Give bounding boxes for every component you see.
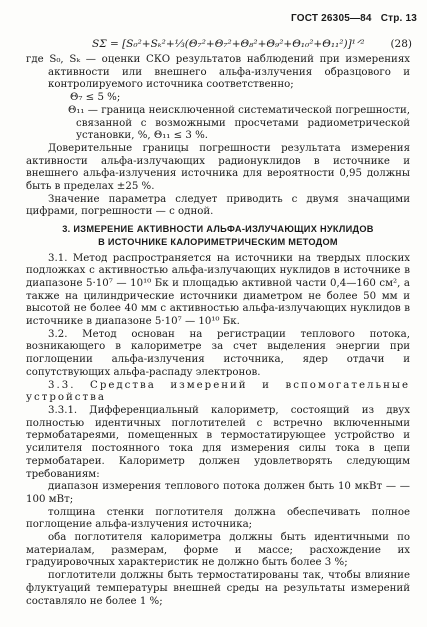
clause-3-3-1: 3.3.1. Дифференциальный калориметр, состоящий из двух полностью идентичных поглотителей с встречно включенными термобатареями, помещенных в термостатирующее устройство и усилителя постоянного тока для измерения силы тока в цепи термобатареи. Калориметр должен удовлетворять следующим требованиям: bbox=[26, 404, 410, 480]
formula-expression: SΣ = [S₀²+Sₖ²+⅓(Θ₇²+Θ₇²+Θ₈²+Θ₉²+Θ₁₀²+Θ₁₁²)]¹ᐟ² bbox=[92, 38, 365, 50]
requirement-range: диапазон измерения теплового потока должен быть 10 мкВт — —100 мВт; bbox=[26, 481, 410, 505]
section-heading bbox=[26, 223, 410, 248]
confidence-limits: Доверительные границы погрешности результата измерения активности альфа-излучающих радионуклидов в источнике и внешнего альфа-излучения источника для вероятности 0,95 должны быть в пределах ±25 %. bbox=[26, 142, 410, 193]
requirement-thermostat: поглотители должны быть термостатированы так, чтобы влияние флуктуаций температуры внешней среды на результаты измерений составляло не более 1 %; bbox=[26, 570, 410, 607]
clause-3-1: 3.1. Метод распространяется на источники на твердых плоских подложках с активностью альфа-излучающих нуклидов в источнике в диапазоне 5·10⁷ — 10¹⁰ Бк и площадью активной части 0,4—160 см², а также на цилиндрические источники диаметром не более 50 мм и высотой не более 40 мм с активностью альфа-излучающих нуклидов в источнике в диапазоне 5·10⁷ — 10¹⁰ Бк. bbox=[26, 252, 410, 328]
section-heading-line-1: 3. ИЗМЕРЕНИЕ АКТИВНОСТИ АЛЬФА-ИЗЛУЧАЮЩИХ НУКЛИДОВ bbox=[62, 224, 374, 235]
document-body bbox=[26, 54, 410, 608]
clause-3-2: 3.2. Метод основан на регистрации теплового потока, возникающего в калориметре за счет выделения энергии при поглощении альфа-излучения источника, ядер отдачи и сопутствующих альфа-распаду электронов. bbox=[26, 328, 410, 378]
significant-digits: Значение параметра следует приводить с двумя значащими цифрами, погрешности — с одной. bbox=[26, 193, 410, 218]
equation-number: (28) bbox=[390, 38, 412, 50]
theta7-limit: Θ₇ ≤ 5 %; bbox=[70, 92, 121, 104]
requirement-identical: оба поглотителя калориметра должны быть идентичными по материалам, размерам, форме и массе; расхождение их градуировочных характеристик не должно быть более 3 %; bbox=[26, 532, 410, 569]
page-number: Стр. 13 bbox=[380, 13, 417, 24]
section-heading-line-2: В ИСТОЧНИКЕ КАЛОРИМЕТРИЧЕСКИМ МЕТОДОМ bbox=[98, 236, 338, 247]
standard-number: ГОСТ 26305—84 bbox=[290, 13, 372, 24]
formula-28 bbox=[92, 38, 412, 50]
page-header bbox=[285, 13, 417, 24]
theta11-definition: Θ₁₁ — граница неисключенной систематической погрешности, связанной с возможными просчетами радиометрической установки, %, Θ₁₁ ≤ 3 %. bbox=[68, 104, 410, 142]
clause-3-3: 3.3. Средства измерений и вспомогательные устройства bbox=[26, 379, 410, 404]
where-clause: где S₀, Sₖ — оценки СКО результатов наблюдений при измерениях активности или внешнего альфа-излучения образцового и контролируемого источника соответственно; bbox=[26, 54, 410, 91]
requirement-wall: толщина стенки поглотителя должна обеспечивать полное поглощение альфа-излучения источника; bbox=[26, 506, 410, 531]
